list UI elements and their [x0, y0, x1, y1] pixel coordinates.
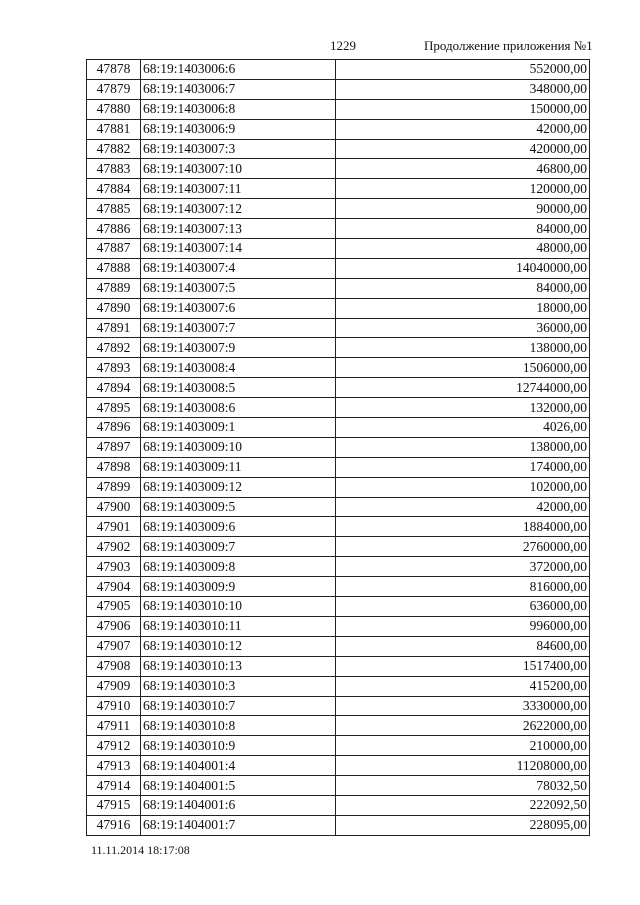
row-number: 47879: [87, 79, 141, 99]
table-row: [87, 696, 590, 716]
cadastral-value: 84000,00: [336, 219, 590, 239]
row-number: 47904: [87, 577, 141, 597]
cadastral-value-table: [86, 59, 590, 836]
cadastral-number: 68:19:1403010:11: [141, 616, 336, 636]
cadastral-number: 68:19:1403010:8: [141, 716, 336, 736]
row-number: 47884: [87, 179, 141, 199]
cadastral-value: 18000,00: [336, 298, 590, 318]
cadastral-number: 68:19:1403009:5: [141, 497, 336, 517]
table-row: [87, 557, 590, 577]
row-number: 47911: [87, 716, 141, 736]
table-row: [87, 338, 590, 358]
row-number: 47902: [87, 537, 141, 557]
cadastral-number: 68:19:1403009:8: [141, 557, 336, 577]
table-row: [87, 199, 590, 219]
row-number: 47887: [87, 239, 141, 259]
cadastral-value: 36000,00: [336, 318, 590, 338]
cadastral-number: 68:19:1403007:10: [141, 159, 336, 179]
appendix-note: Продолжение приложения №1: [424, 38, 593, 53]
row-number: 47913: [87, 756, 141, 776]
cadastral-value: 222092,50: [336, 795, 590, 815]
cadastral-number: 68:19:1403008:6: [141, 398, 336, 418]
row-number: 47893: [87, 358, 141, 378]
table-row: [87, 457, 590, 477]
cadastral-value: 415200,00: [336, 676, 590, 696]
cadastral-value: 3330000,00: [336, 696, 590, 716]
table-row: [87, 219, 590, 239]
row-number: 47881: [87, 119, 141, 139]
cadastral-value: 816000,00: [336, 577, 590, 597]
cadastral-number: 68:19:1403009:12: [141, 477, 336, 497]
cadastral-number: 68:19:1403009:7: [141, 537, 336, 557]
cadastral-number: 68:19:1403010:3: [141, 676, 336, 696]
table-row: [87, 179, 590, 199]
table-row: [87, 258, 590, 278]
row-number: 47905: [87, 597, 141, 617]
cadastral-number: 68:19:1403007:13: [141, 219, 336, 239]
cadastral-value: 14040000,00: [336, 258, 590, 278]
cadastral-value: 552000,00: [336, 60, 590, 80]
table-row: [87, 656, 590, 676]
table-row: [87, 60, 590, 80]
cadastral-number: 68:19:1403007:12: [141, 199, 336, 219]
cadastral-value: 84600,00: [336, 636, 590, 656]
table-row: [87, 497, 590, 517]
row-number: 47907: [87, 636, 141, 656]
cadastral-number: 68:19:1403006:8: [141, 99, 336, 119]
row-number: 47890: [87, 298, 141, 318]
cadastral-value: 46800,00: [336, 159, 590, 179]
cadastral-number: 68:19:1403010:13: [141, 656, 336, 676]
table-row: [87, 776, 590, 796]
table-row: [87, 159, 590, 179]
cadastral-number: 68:19:1403010:10: [141, 597, 336, 617]
cadastral-value: 132000,00: [336, 398, 590, 418]
table-row: [87, 278, 590, 298]
row-number: 47888: [87, 258, 141, 278]
cadastral-value: 1506000,00: [336, 358, 590, 378]
cadastral-number: 68:19:1403006:9: [141, 119, 336, 139]
cadastral-value: 90000,00: [336, 199, 590, 219]
row-number: 47914: [87, 776, 141, 796]
table-row: [87, 597, 590, 617]
cadastral-number: 68:19:1403007:6: [141, 298, 336, 318]
table-row: [87, 398, 590, 418]
cadastral-number: 68:19:1403010:12: [141, 636, 336, 656]
row-number: 47894: [87, 378, 141, 398]
cadastral-number: 68:19:1403009:10: [141, 437, 336, 457]
cadastral-number: 68:19:1404001:4: [141, 756, 336, 776]
row-number: 47910: [87, 696, 141, 716]
row-number: 47891: [87, 318, 141, 338]
row-number: 47899: [87, 477, 141, 497]
table-row: [87, 239, 590, 259]
cadastral-number: 68:19:1403009:6: [141, 517, 336, 537]
table-row: [87, 795, 590, 815]
table-row: [87, 756, 590, 776]
table-row: [87, 418, 590, 438]
cadastral-value: 150000,00: [336, 99, 590, 119]
cadastral-value: 636000,00: [336, 597, 590, 617]
row-number: 47880: [87, 99, 141, 119]
row-number: 47885: [87, 199, 141, 219]
row-number: 47901: [87, 517, 141, 537]
row-number: 47895: [87, 398, 141, 418]
table-row: [87, 616, 590, 636]
table-row: [87, 99, 590, 119]
cadastral-value: 42000,00: [336, 497, 590, 517]
cadastral-value: 1517400,00: [336, 656, 590, 676]
cadastral-value: 120000,00: [336, 179, 590, 199]
cadastral-value: 2760000,00: [336, 537, 590, 557]
table-row: [87, 537, 590, 557]
table-row: [87, 716, 590, 736]
cadastral-value: 2622000,00: [336, 716, 590, 736]
table-row: [87, 378, 590, 398]
row-number: 47908: [87, 656, 141, 676]
row-number: 47896: [87, 418, 141, 438]
cadastral-number: 68:19:1403007:5: [141, 278, 336, 298]
row-number: 47897: [87, 437, 141, 457]
table-row: [87, 437, 590, 457]
table-row: [87, 79, 590, 99]
row-number: 47878: [87, 60, 141, 80]
cadastral-value: 210000,00: [336, 736, 590, 756]
cadastral-number: 68:19:1403006:6: [141, 60, 336, 80]
cadastral-value: 4026,00: [336, 418, 590, 438]
table-row: [87, 139, 590, 159]
cadastral-value: 372000,00: [336, 557, 590, 577]
cadastral-value: 1884000,00: [336, 517, 590, 537]
table-row: [87, 318, 590, 338]
table-row: [87, 358, 590, 378]
table-row: [87, 477, 590, 497]
cadastral-value: 84000,00: [336, 278, 590, 298]
table-row: [87, 636, 590, 656]
cadastral-value: 102000,00: [336, 477, 590, 497]
cadastral-number: 68:19:1403007:7: [141, 318, 336, 338]
cadastral-number: 68:19:1403007:9: [141, 338, 336, 358]
row-number: 47915: [87, 795, 141, 815]
cadastral-number: 68:19:1403007:11: [141, 179, 336, 199]
row-number: 47889: [87, 278, 141, 298]
row-number: 47916: [87, 815, 141, 835]
cadastral-number: 68:19:1403009:9: [141, 577, 336, 597]
cadastral-value: 174000,00: [336, 457, 590, 477]
cadastral-number: 68:19:1404001:6: [141, 795, 336, 815]
table-body: [87, 60, 590, 836]
table-row: [87, 577, 590, 597]
cadastral-number: 68:19:1404001:5: [141, 776, 336, 796]
cadastral-value: 420000,00: [336, 139, 590, 159]
cadastral-number: 68:19:1403009:1: [141, 418, 336, 438]
row-number: 47900: [87, 497, 141, 517]
cadastral-value: 48000,00: [336, 239, 590, 259]
table-row: [87, 815, 590, 835]
row-number: 47886: [87, 219, 141, 239]
row-number: 47883: [87, 159, 141, 179]
cadastral-value: 42000,00: [336, 119, 590, 139]
cadastral-number: 68:19:1403008:4: [141, 358, 336, 378]
row-number: 47898: [87, 457, 141, 477]
row-number: 47906: [87, 616, 141, 636]
cadastral-value: 348000,00: [336, 79, 590, 99]
cadastral-value: 228095,00: [336, 815, 590, 835]
row-number: 47882: [87, 139, 141, 159]
cadastral-number: 68:19:1403007:4: [141, 258, 336, 278]
row-number: 47909: [87, 676, 141, 696]
cadastral-value: 996000,00: [336, 616, 590, 636]
cadastral-number: 68:19:1403008:5: [141, 378, 336, 398]
row-number: 47912: [87, 736, 141, 756]
cadastral-value: 78032,50: [336, 776, 590, 796]
cadastral-number: 68:19:1404001:7: [141, 815, 336, 835]
cadastral-number: 68:19:1403006:7: [141, 79, 336, 99]
row-number: 47892: [87, 338, 141, 358]
table-row: [87, 736, 590, 756]
cadastral-number: 68:19:1403010:7: [141, 696, 336, 716]
row-number: 47903: [87, 557, 141, 577]
table-row: [87, 517, 590, 537]
table-row: [87, 676, 590, 696]
cadastral-value: 12744000,00: [336, 378, 590, 398]
cadastral-number: 68:19:1403010:9: [141, 736, 336, 756]
cadastral-number: 68:19:1403009:11: [141, 457, 336, 477]
cadastral-value: 138000,00: [336, 338, 590, 358]
table-row: [87, 298, 590, 318]
cadastral-value: 138000,00: [336, 437, 590, 457]
cadastral-number: 68:19:1403007:14: [141, 239, 336, 259]
cadastral-number: 68:19:1403007:3: [141, 139, 336, 159]
footer-timestamp: 11.11.2014 18:17:08: [91, 843, 190, 857]
table-row: [87, 119, 590, 139]
cadastral-value: 11208000,00: [336, 756, 590, 776]
page-number: 1229: [330, 38, 356, 53]
